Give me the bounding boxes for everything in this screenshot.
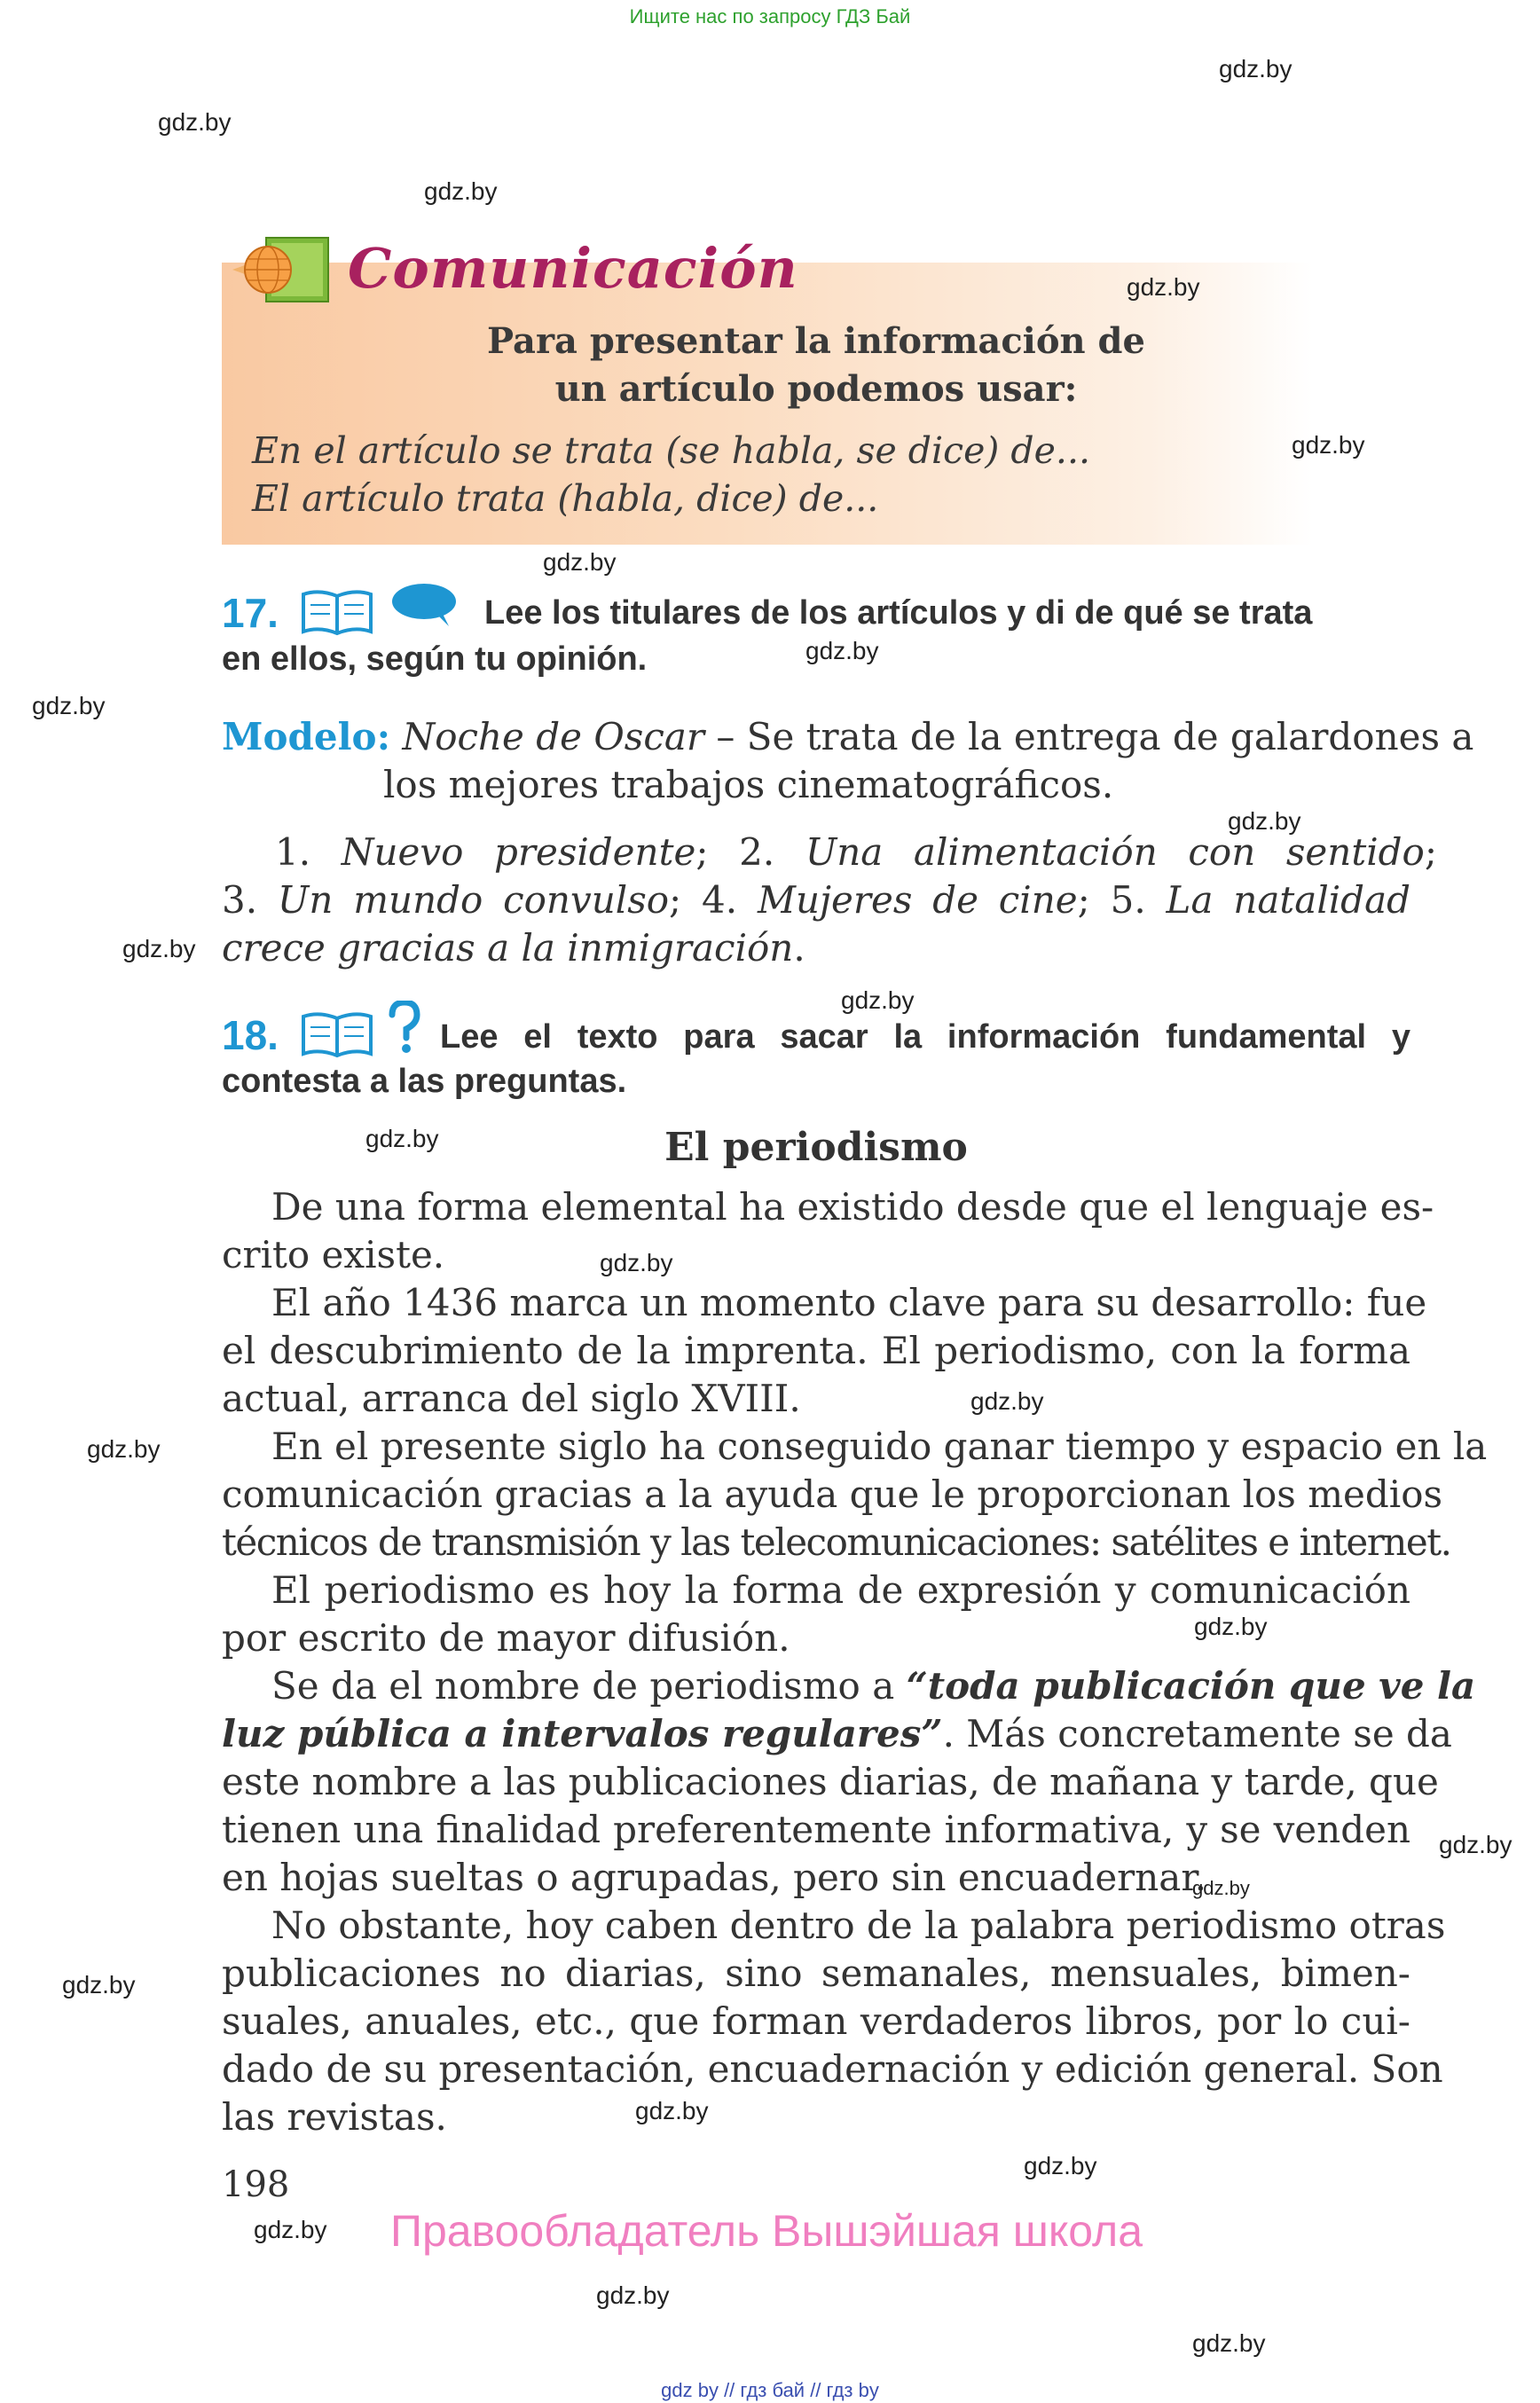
exercise-17-instruction-line1: Lee los titulares de los artículos y di de qué se trata — [484, 594, 1313, 632]
article-line-p5a — [271, 1664, 1476, 1708]
comunicacion-heading — [373, 318, 1260, 413]
open-book-icon — [300, 1011, 374, 1059]
article-line: suales, anuales, etc., que forman verdaderos libros, por lo cui- — [222, 1999, 1410, 2043]
headline-2: Una alimentación con sentido — [805, 830, 1425, 874]
comunicacion-title: Comunicación — [348, 236, 798, 301]
article-line: crito existe. — [222, 1233, 445, 1276]
article-line: tienen una finalidad preferentemente informativa, y se venden — [222, 1808, 1410, 1851]
p5-quote1: “toda publicación que ve la — [906, 1664, 1476, 1708]
exercise-18-instruction-line2: contesta a las preguntas. — [222, 1063, 627, 1100]
article-line: las revistas. — [222, 2095, 447, 2139]
comunicacion-heading-line2: un artículo podemos usar: — [554, 368, 1078, 410]
watermark: gdz.by — [1219, 55, 1292, 82]
globe-book-icon — [231, 234, 337, 314]
exercise-18-number: 18. — [222, 1012, 279, 1058]
watermark: gdz.by — [970, 1387, 1044, 1415]
headline-5b: crece gracias a la inmigración — [222, 926, 794, 970]
question-mark-icon — [387, 1001, 422, 1054]
watermark: gdz.by — [365, 1125, 439, 1152]
article-line: por escrito de mayor difusión. — [222, 1616, 790, 1660]
top-banner[interactable]: Ищите нас по запросу ГДЗ Бай — [629, 5, 911, 27]
headline-1-number: 1. — [275, 830, 311, 874]
watermark: gdz.by — [600, 1249, 673, 1276]
p5-rest2: . Más concretamente se da — [942, 1712, 1452, 1755]
article-title: El periodismo — [664, 1125, 968, 1170]
watermark: gdz.by — [62, 1971, 136, 1999]
watermark: gdz.by — [424, 177, 498, 205]
copyright-notice: Правообладатель Вышэйшая школа — [390, 2206, 1143, 2256]
headline-3: Un mundo convulso — [277, 878, 670, 922]
headline-4: Mujeres de cine — [757, 878, 1078, 922]
comunicacion-heading-line1: Para presentar la información de — [487, 320, 1145, 362]
modelo-line1 — [222, 715, 1473, 758]
watermark: gdz.by — [543, 548, 617, 576]
exercise-18-instruction-line1: Lee el texto para sacar la información fundamental y — [440, 1018, 1410, 1056]
watermark: gdz.by — [32, 692, 106, 719]
headlines-line1: 1. Nuevo presidente; 2. Una alimentación con sentido; — [275, 830, 1437, 874]
modelo-line2: los mejores trabajos cinematográficos. — [383, 763, 1114, 806]
watermark: gdz.by — [635, 2097, 709, 2124]
article-line: publicaciones no diarias, sino semanales, mensuales, bimen- — [222, 1951, 1410, 1995]
article-line: en hojas sueltas o agrupadas, pero sin encuadernar. — [222, 1856, 1207, 1899]
exercise-17-number: 17. — [222, 590, 279, 636]
watermark: gdz.by — [1194, 1613, 1268, 1640]
headline-2-number: 2. — [739, 830, 775, 874]
headlines-line2: 3. Un mundo convulso; 4. Mujeres de cine; 5. La natalidad — [222, 878, 1410, 922]
modelo-text1: – Se trata de la entrega de galardones a — [703, 715, 1474, 758]
headline-3-number: 3. — [222, 878, 258, 922]
watermark: gdz.by — [596, 2281, 670, 2309]
exercise-17-instruction-line2: en ellos, según tu opinión. — [222, 640, 648, 678]
watermark: gdz.by — [1024, 2152, 1097, 2179]
article-line: este nombre a las publicaciones diarias, de mañana y tarde, que — [222, 1760, 1439, 1803]
headline-5-number: 5. — [1110, 878, 1146, 922]
headline-1: Nuevo presidente — [341, 830, 696, 874]
comunicacion-phrase-2: El artículo trata (habla, dice) de... — [252, 477, 879, 520]
watermark: gdz.by — [1439, 1831, 1512, 1858]
article-line: el descubrimiento de la imprenta. El periodismo, con la forma — [222, 1329, 1410, 1372]
p5-intro: Se da el nombre de periodismo a — [271, 1664, 907, 1708]
page-number: 198 — [222, 2164, 290, 2205]
comunicacion-phrase-1: En el artículo se trata (se habla, se dice) de... — [252, 429, 1091, 472]
bottom-links[interactable]: gdz by // гдз бай // гдз by — [661, 2379, 879, 2401]
watermark: gdz.by — [87, 1435, 161, 1463]
watermark: gdz.by — [841, 986, 915, 1014]
watermark: gdz.by — [1228, 807, 1301, 835]
article-line: El periodismo es hoy la forma de expresión y comunicación — [271, 1568, 1410, 1612]
headline-5a: La natalidad — [1166, 878, 1410, 922]
watermark: gdz.by — [254, 2216, 327, 2243]
headline-4-number: 4. — [702, 878, 738, 922]
article-line-p5b — [222, 1712, 1452, 1755]
watermark: gdz.by — [1127, 273, 1200, 301]
article-line: actual, arranca del siglo XVIII. — [222, 1377, 801, 1420]
watermark: gdz.by — [805, 637, 879, 664]
headlines-line3: crece gracias a la inmigración. — [222, 926, 805, 970]
article-line: En el presente siglo ha conseguido ganar tiempo y espacio en la — [271, 1425, 1488, 1468]
watermark: gdz.by — [1192, 2329, 1266, 2357]
open-book-icon — [300, 589, 374, 637]
speech-bubble-icon — [390, 582, 461, 628]
watermark: gdz.by — [1192, 1877, 1250, 1899]
modelo-title: Noche de Oscar — [402, 715, 704, 758]
article-line: No obstante, hoy caben dentro de la palabra periodismo otras — [271, 1904, 1446, 1947]
article-line: El año 1436 marca un momento clave para su desarrollo: fue — [271, 1281, 1427, 1324]
article-line: comunicación gracias a la ayuda que le proporcionan los medios — [222, 1472, 1443, 1516]
watermark: gdz.by — [1292, 431, 1365, 459]
modelo-label: Modelo: — [222, 715, 391, 758]
article-line: dado de su presentación, encuadernación y edición general. Son — [222, 2047, 1443, 2091]
article-line: técnicos de transmisión y las telecomunicaciones: satélites e internet. — [222, 1520, 1451, 1564]
watermark: gdz.by — [158, 108, 232, 136]
p5-quote2: luz pública a intervalos regulares” — [222, 1712, 943, 1755]
watermark: gdz.by — [122, 935, 196, 962]
article-line: De una forma elemental ha existido desde que el lenguaje es- — [271, 1185, 1434, 1229]
